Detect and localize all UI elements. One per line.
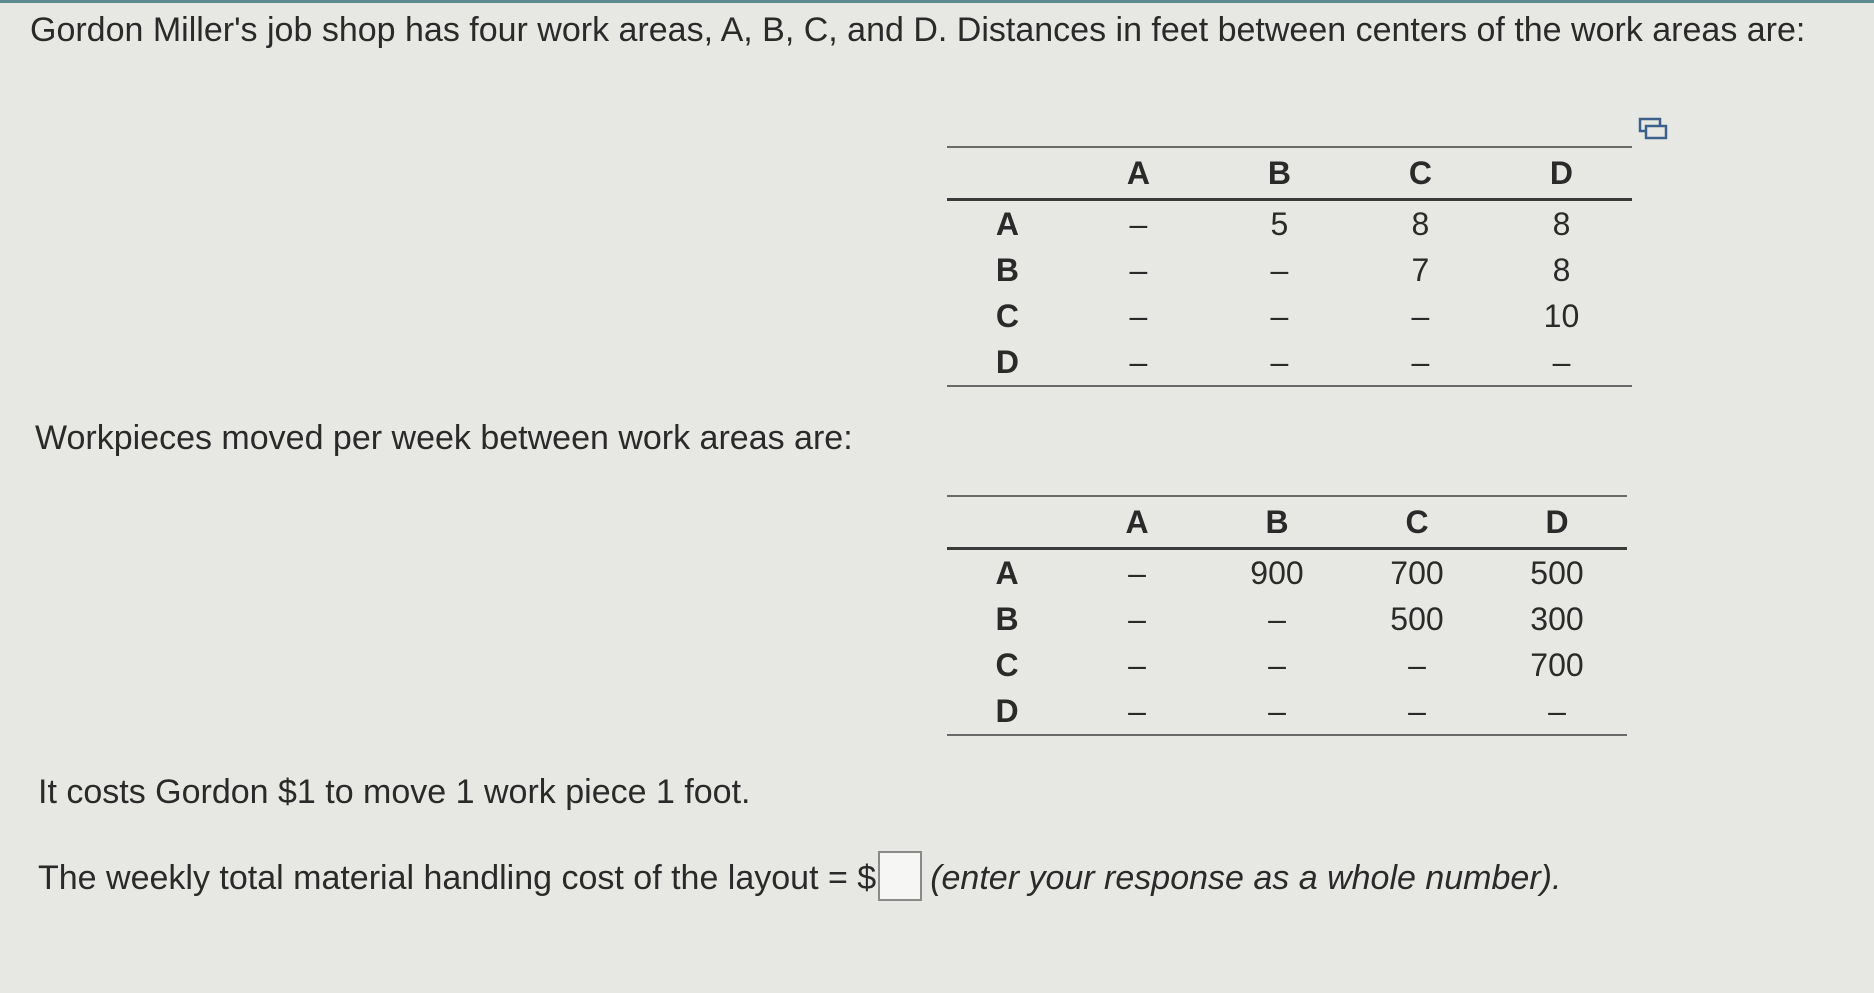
- distance-table: [947, 146, 1632, 387]
- answer-input[interactable]: [878, 851, 922, 901]
- table-cell: 5: [1270, 205, 1289, 242]
- table-row: [947, 293, 1632, 339]
- column-header: D: [1549, 154, 1574, 191]
- column-header: A: [1125, 503, 1149, 540]
- table-cell: –: [1128, 692, 1146, 729]
- row-header: B: [995, 251, 1019, 288]
- row-header: A: [995, 554, 1019, 591]
- table-cell: –: [1129, 297, 1148, 334]
- table-cell: 8: [1552, 251, 1571, 288]
- table-cell: 900: [1250, 554, 1304, 591]
- column-header: D: [1545, 503, 1569, 540]
- table-cell: –: [1270, 297, 1289, 334]
- table-cell: 8: [1411, 205, 1430, 242]
- table-header-row: [947, 147, 1632, 200]
- row-header: C: [995, 646, 1019, 683]
- table-row: [947, 688, 1627, 735]
- top-accent-line: [0, 0, 1874, 3]
- table-cell: –: [1268, 600, 1286, 637]
- workpiece-flow-table: [947, 495, 1627, 736]
- table-cell: –: [1408, 692, 1426, 729]
- table-cell: –: [1128, 646, 1146, 683]
- column-header: A: [1126, 154, 1150, 191]
- table-cell: 300: [1530, 600, 1584, 637]
- table-header-row: [947, 496, 1627, 549]
- table-cell: –: [1270, 251, 1289, 288]
- corner-cell: [947, 147, 1068, 200]
- cost-statement: It costs Gordon $1 to move 1 work piece 1 foot.: [38, 773, 751, 811]
- table-cell: –: [1129, 205, 1148, 242]
- question-line: [38, 855, 1561, 905]
- row-header: A: [995, 205, 1019, 242]
- table-cell: 500: [1390, 600, 1444, 637]
- table-cell: 8: [1552, 205, 1571, 242]
- table-cell: –: [1268, 692, 1286, 729]
- corner-cell: [947, 496, 1067, 549]
- table-cell: –: [1128, 600, 1146, 637]
- table-cell: –: [1270, 343, 1289, 380]
- row-header: C: [995, 297, 1019, 334]
- workpieces-label: Workpieces moved per week between work areas are:: [35, 419, 853, 457]
- table-cell: 500: [1530, 554, 1584, 591]
- table-cell: –: [1552, 343, 1571, 380]
- table-cell: –: [1268, 646, 1286, 683]
- table-row: [947, 339, 1632, 386]
- table-cell: 7: [1411, 251, 1430, 288]
- table-cell: 10: [1543, 297, 1580, 334]
- column-header: C: [1408, 154, 1432, 191]
- copy-table-icon[interactable]: [1638, 117, 1668, 141]
- table-row: [947, 596, 1627, 642]
- question-prefix: The weekly total material handling cost of the layout = $: [38, 858, 877, 897]
- table-cell: –: [1128, 554, 1146, 591]
- row-header: D: [995, 343, 1019, 380]
- row-header: D: [995, 692, 1019, 729]
- table-row: [947, 247, 1632, 293]
- table-cell: 700: [1390, 554, 1444, 591]
- row-header: B: [995, 600, 1019, 637]
- column-header: B: [1265, 503, 1289, 540]
- answer-format-note: (enter your response as a whole number).: [930, 858, 1562, 897]
- table-cell: –: [1411, 297, 1430, 334]
- table-cell: –: [1411, 343, 1430, 380]
- table-row: [947, 642, 1627, 688]
- table-cell: –: [1408, 646, 1426, 683]
- column-header: B: [1267, 154, 1291, 191]
- problem-intro: Gordon Miller's job shop has four work areas, A, B, C, and D. Distances in feet between centers of the work areas are:: [30, 11, 1806, 49]
- table-cell: –: [1129, 251, 1148, 288]
- table-cell: –: [1129, 343, 1148, 380]
- table-cell: –: [1548, 692, 1566, 729]
- table-row: [947, 200, 1632, 248]
- column-header: C: [1405, 503, 1429, 540]
- table-cell: 700: [1530, 646, 1584, 683]
- table-row: [947, 549, 1627, 597]
